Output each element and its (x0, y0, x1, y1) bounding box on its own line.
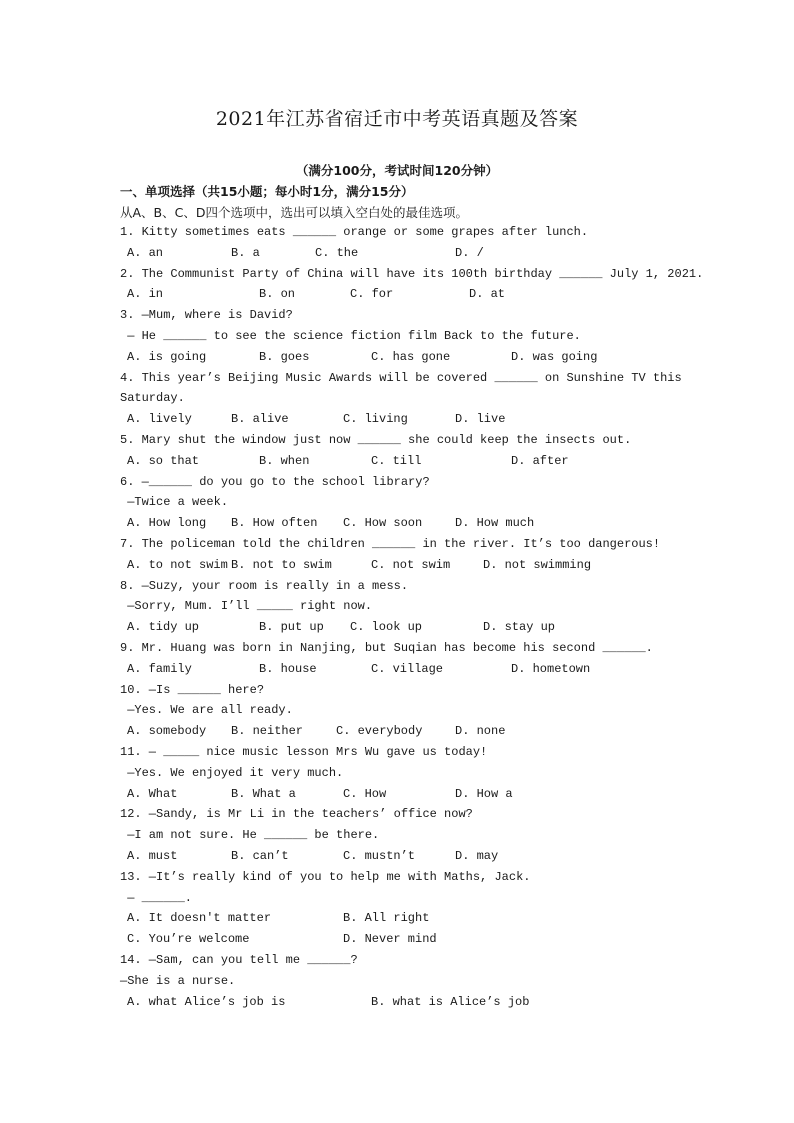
answer-option[interactable]: D. may (455, 849, 499, 863)
answer-option[interactable]: B. alive (231, 412, 289, 426)
question-stem: 4. This year’s Beijing Music Awards will be covered ______ on Sunshine TV this (120, 371, 682, 385)
answer-option[interactable]: A. lively (127, 412, 192, 426)
question-stem: 8. —Suzy, your room is really in a mess. (120, 579, 409, 593)
answer-option[interactable]: C. everybody (336, 724, 423, 738)
answer-option[interactable]: B. put up (259, 620, 324, 634)
answer-option[interactable]: C. look up (350, 620, 423, 634)
question-stem: 12. —Sandy, is Mr Li in the teachers’ office now? (120, 807, 473, 821)
answer-option[interactable]: A. must (127, 849, 178, 863)
answer-option[interactable]: B. a (231, 246, 260, 260)
answer-option[interactable]: B. when (259, 454, 310, 468)
answer-option[interactable]: B. goes (259, 350, 310, 364)
answer-option[interactable]: C. living (343, 412, 408, 426)
answer-option[interactable]: B. How often (231, 516, 318, 530)
question-dialogue-line: —Yes. We are all ready. (120, 703, 293, 717)
question-dialogue-line: — ______. (120, 891, 193, 905)
answer-option[interactable]: D. at (469, 287, 506, 301)
question-stem: 1. Kitty sometimes eats ______ orange or some grapes after lunch. (120, 225, 589, 239)
question-stem: 3. —Mum, where is David? (120, 308, 293, 322)
question-dialogue-line: —Sorry, Mum. I’ll _____ right now. (120, 599, 373, 613)
question-stem: 2. The Communist Party of China will have its 100th birthday ______ July 1, 2021. (120, 267, 704, 281)
question-stem: 11. — _____ nice music lesson Mrs Wu gave us today! (120, 745, 488, 759)
answer-option[interactable]: C. You’re welcome (127, 932, 250, 946)
answer-option[interactable]: A. What (127, 787, 178, 801)
answer-option[interactable]: C. How soon (343, 516, 423, 530)
section-heading: 一、单项选择（共15小题；每小时1分，满分15分） (120, 184, 414, 199)
answer-option[interactable]: B. not to swim (231, 558, 332, 572)
question-stem: 5. Mary shut the window just now ______ she could keep the insects out. (120, 433, 632, 447)
question-stem: 6. —______ do you go to the school library? (120, 475, 430, 489)
answer-option[interactable]: D. / (455, 246, 484, 260)
question-dialogue-line: —Twice a week. (120, 495, 229, 509)
question-dialogue-line: —She is a nurse. (120, 974, 236, 988)
answer-option[interactable]: D. hometown (511, 662, 591, 676)
answer-option[interactable]: A. It doesn't matter (127, 911, 272, 925)
answer-option[interactable]: D. live (455, 412, 506, 426)
answer-option[interactable]: C. village (371, 662, 444, 676)
question-dialogue-line: — He ______ to see the science fiction film Back to the future. (120, 329, 581, 343)
question-dialogue-line: —I am not sure. He ______ be there. (120, 828, 380, 842)
answer-option[interactable]: A. to not swim (127, 558, 228, 572)
answer-option[interactable]: C. for (350, 287, 394, 301)
answer-option[interactable]: D. not swimming (483, 558, 592, 572)
answer-option[interactable]: A. so that (127, 454, 200, 468)
question-dialogue-line: Saturday. (120, 391, 185, 405)
answer-option[interactable]: A. what Alice’s job is (127, 995, 286, 1009)
answer-option[interactable]: B. neither (231, 724, 304, 738)
answer-option[interactable]: C. not swim (371, 558, 451, 572)
answer-option[interactable]: C. the (315, 246, 359, 260)
answer-option[interactable]: B. on (259, 287, 296, 301)
answer-option[interactable]: D. How a (455, 787, 513, 801)
answer-option[interactable]: C. How (343, 787, 387, 801)
answer-option[interactable]: A. an (127, 246, 164, 260)
page-title: 2021年江苏省宿迁市中考英语真题及答案 (215, 108, 579, 130)
answer-option[interactable]: A. is going (127, 350, 207, 364)
answer-option[interactable]: A. tidy up (127, 620, 200, 634)
answer-option[interactable]: D. after (511, 454, 569, 468)
question-stem: 7. The policeman told the children ______ in the river. It’s too dangerous! (120, 537, 661, 551)
answer-option[interactable]: D. Never mind (343, 932, 437, 946)
answer-option[interactable]: B. can’t (231, 849, 289, 863)
instructions: 从A、B、C、D四个选项中，选出可以填入空白处的最佳选项。 (120, 205, 468, 220)
answer-option[interactable]: C. till (371, 454, 422, 468)
answer-option[interactable]: A. somebody (127, 724, 207, 738)
exam-info: （满分100分，考试时间120分钟） (295, 163, 499, 178)
answer-option[interactable]: B. house (259, 662, 317, 676)
answer-option[interactable]: B. All right (343, 911, 430, 925)
question-stem: 14. —Sam, can you tell me ______? (120, 953, 358, 967)
answer-option[interactable]: D. stay up (483, 620, 556, 634)
answer-option[interactable]: B. what is Alice’s job (371, 995, 530, 1009)
answer-option[interactable]: D. How much (455, 516, 535, 530)
answer-option[interactable]: A. family (127, 662, 192, 676)
answer-option[interactable]: A. in (127, 287, 164, 301)
answer-option[interactable]: C. mustn’t (343, 849, 416, 863)
question-dialogue-line: —Yes. We enjoyed it very much. (120, 766, 344, 780)
question-stem: 9. Mr. Huang was born in Nanjing, but Suqian has become his second ______. (120, 641, 653, 655)
question-stem: 10. —Is ______ here? (120, 683, 265, 697)
question-stem: 13. —It’s really kind of you to help me with Maths, Jack. (120, 870, 531, 884)
answer-option[interactable]: A. How long (127, 516, 207, 530)
answer-option[interactable]: D. was going (511, 350, 598, 364)
answer-option[interactable]: B. What a (231, 787, 296, 801)
answer-option[interactable]: C. has gone (371, 350, 451, 364)
answer-option[interactable]: D. none (455, 724, 506, 738)
